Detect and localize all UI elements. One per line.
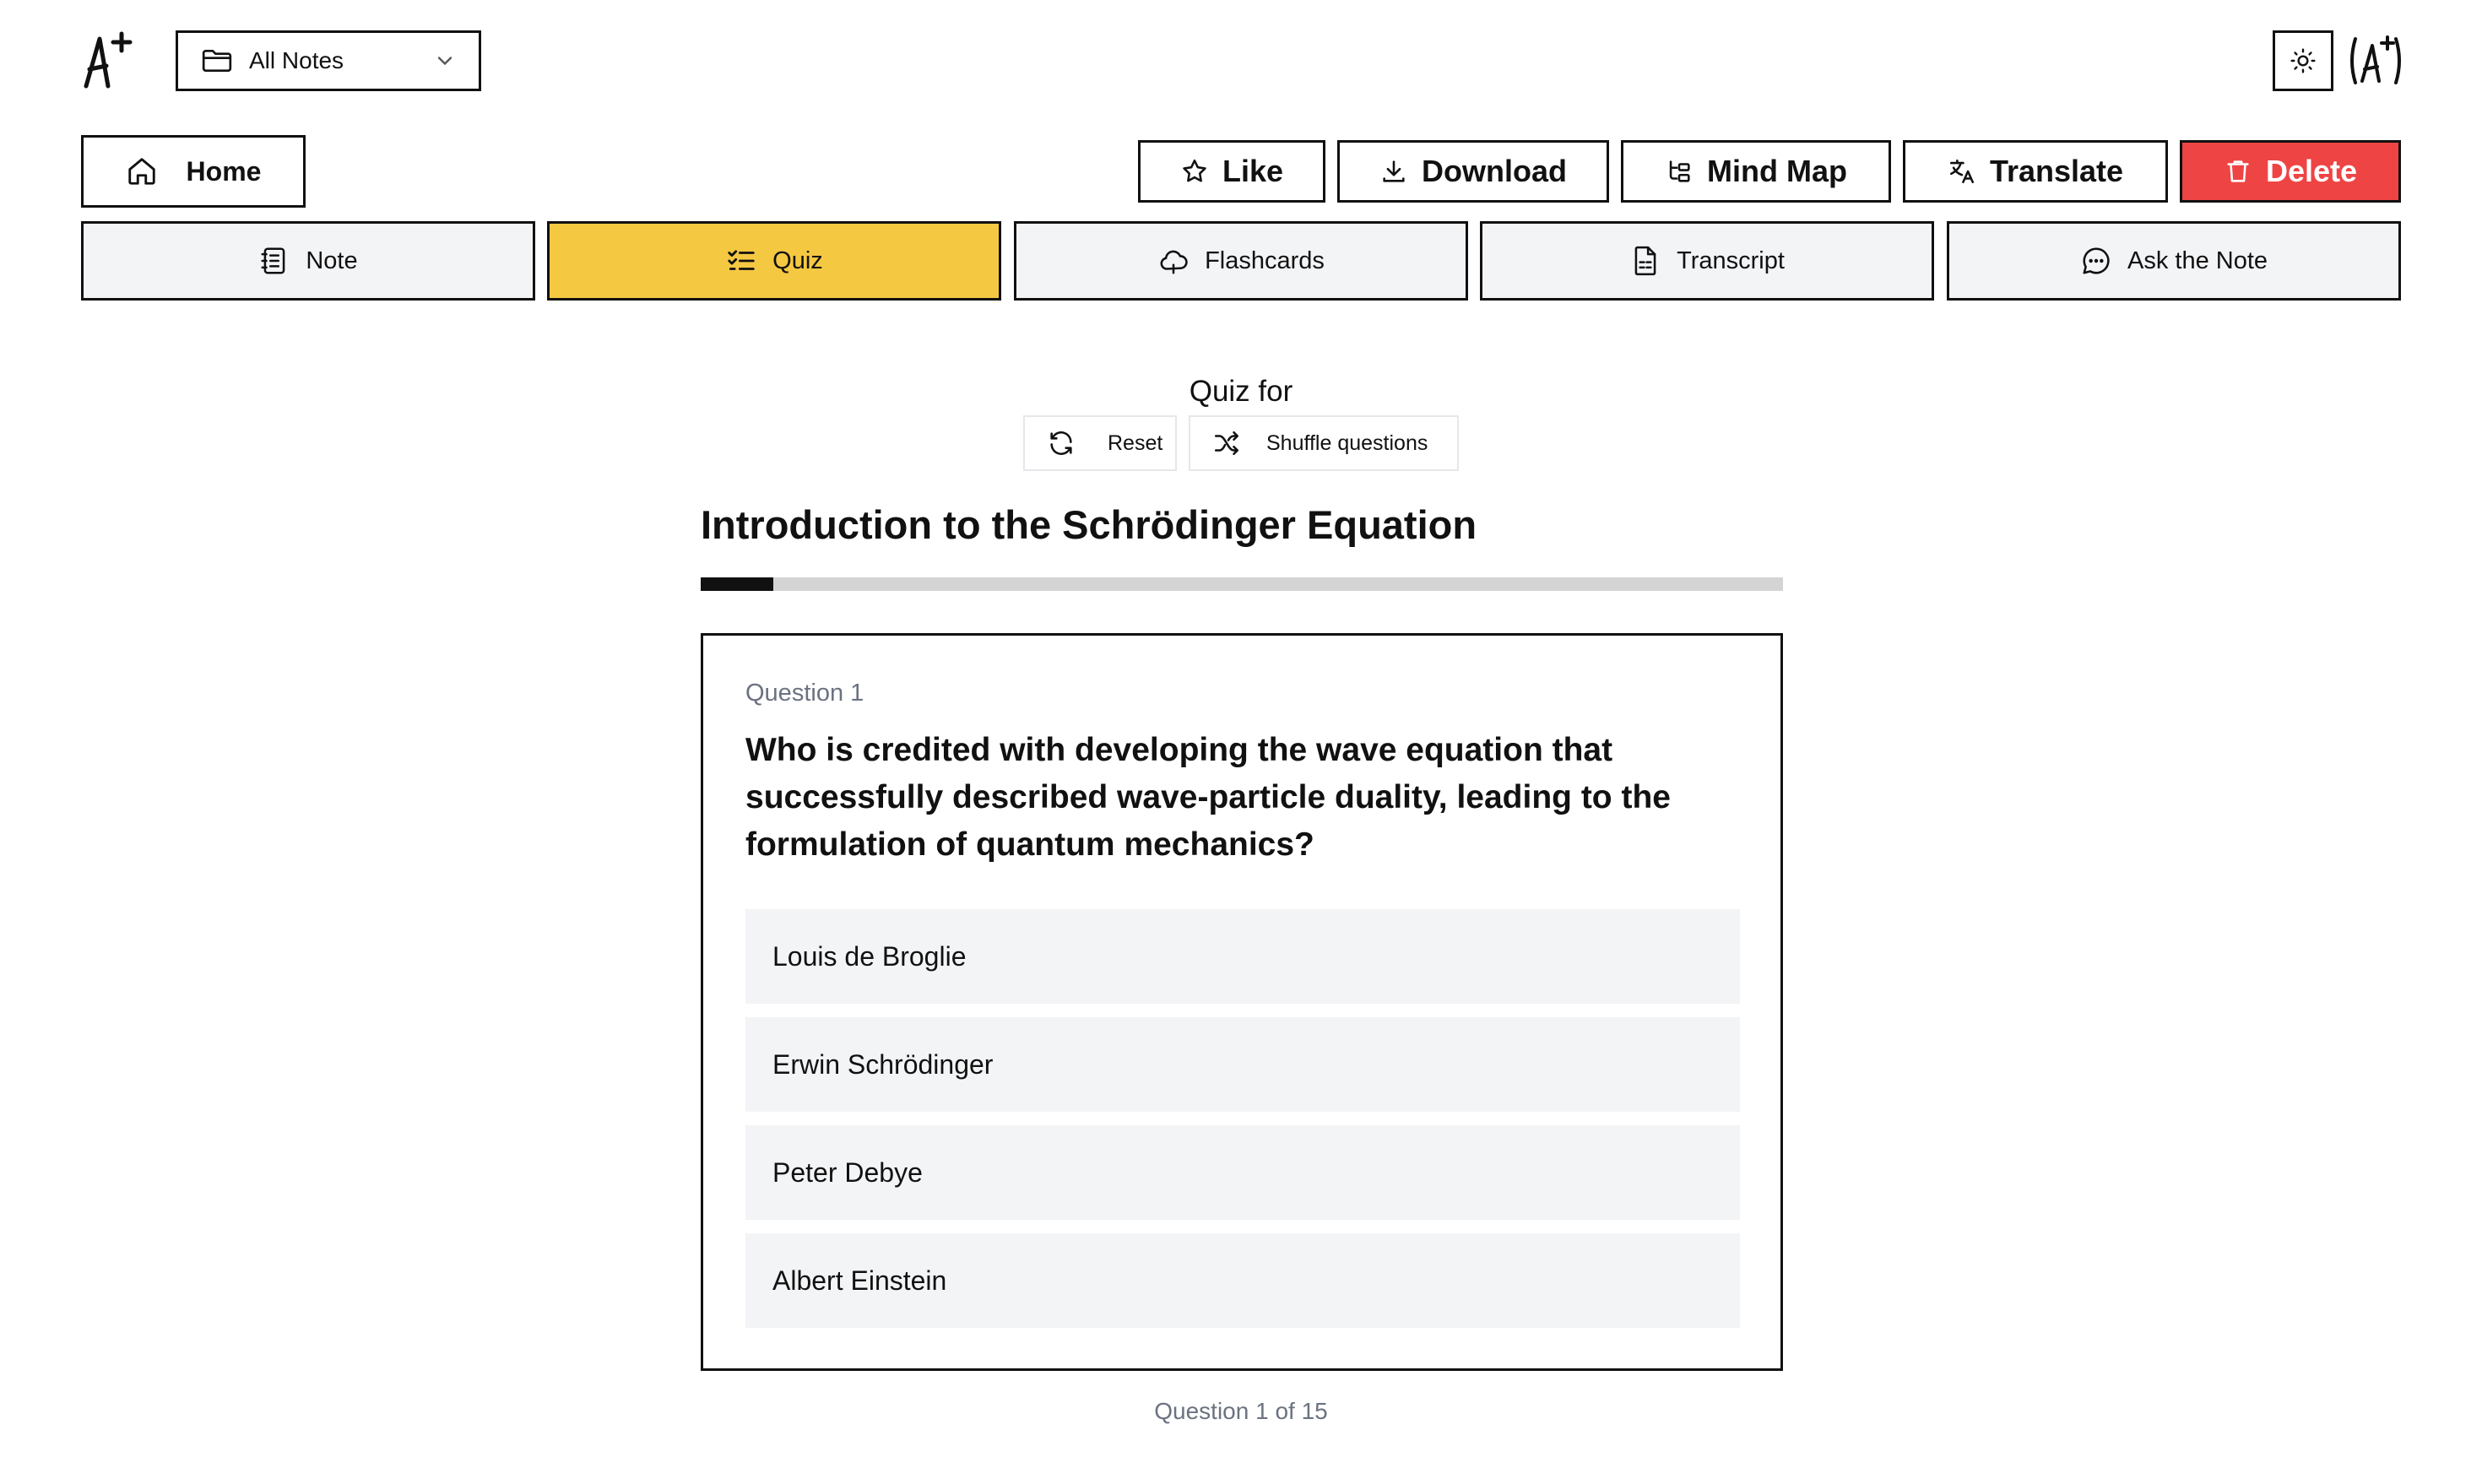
tab-flashcards[interactable] — [1014, 221, 1468, 301]
question-number: Question 1 — [745, 680, 864, 707]
user-avatar[interactable] — [2347, 29, 2404, 93]
download-label: Download — [1422, 154, 1567, 188]
folder-icon — [200, 44, 234, 78]
theme-toggle-button[interactable] — [2273, 30, 2333, 91]
shuffle-label: Shuffle questions — [1266, 431, 1428, 455]
tab-transcript-label: Transcript — [1677, 246, 1785, 274]
question-card — [701, 633, 1783, 1371]
sun-icon — [2290, 47, 2317, 74]
delete-label: Delete — [2265, 154, 2358, 188]
chat-bubble-icon — [2080, 245, 2112, 277]
answer-option[interactable]: Peter Debye — [745, 1125, 1740, 1220]
chevron-down-icon — [433, 49, 457, 73]
notebook-icon — [258, 245, 290, 277]
tab-transcript[interactable] — [1480, 221, 1934, 301]
document-icon — [1629, 245, 1661, 277]
mind-map-label: Mind Map — [1707, 154, 1847, 188]
app-logo[interactable] — [81, 27, 142, 91]
notes-folder-select[interactable] — [176, 30, 481, 91]
home-icon — [126, 155, 158, 187]
question-counter: Question 1 of 15 — [1154, 1398, 1328, 1424]
mind-map-icon — [1665, 157, 1694, 186]
quiz-progress-bar — [701, 577, 1783, 591]
tab-ask-the-note[interactable] — [1947, 221, 2401, 301]
translate-label: Translate — [1989, 154, 2124, 188]
download-button[interactable] — [1337, 140, 1609, 203]
home-button[interactable] — [81, 135, 306, 208]
answer-option[interactable]: Louis de Broglie — [745, 909, 1740, 1004]
home-label: Home — [186, 155, 262, 187]
answer-option[interactable]: Albert Einstein — [745, 1233, 1740, 1328]
like-label: Like — [1222, 154, 1284, 188]
reset-label: Reset — [1108, 431, 1163, 455]
cloud-icon — [1157, 245, 1190, 277]
answer-option[interactable]: Erwin Schrödinger — [745, 1017, 1740, 1112]
tab-flashcards-label: Flashcards — [1205, 246, 1325, 274]
quiz-for-label: Quiz for — [1189, 375, 1293, 408]
translate-icon — [1948, 157, 1976, 186]
translate-button[interactable] — [1903, 140, 2168, 203]
delete-button[interactable] — [2180, 140, 2401, 203]
like-button[interactable] — [1138, 140, 1325, 203]
tab-note-label: Note — [306, 246, 358, 274]
refresh-icon — [1047, 429, 1076, 458]
mind-map-button[interactable] — [1621, 140, 1891, 203]
tab-note[interactable] — [81, 221, 535, 301]
quiz-progress-fill — [701, 577, 773, 591]
list-check-icon — [725, 245, 757, 277]
quiz-title: Introduction to the Schrödinger Equation — [701, 502, 1477, 547]
download-icon — [1379, 157, 1408, 186]
trash-icon — [2224, 157, 2252, 186]
shuffle-icon — [1212, 429, 1241, 458]
tab-quiz-label: Quiz — [772, 246, 823, 274]
tab-ask-label: Ask the Note — [2127, 246, 2268, 274]
tab-quiz[interactable] — [547, 221, 1001, 301]
notes-select-label: All Notes — [249, 47, 344, 73]
shuffle-questions-button[interactable] — [1189, 415, 1459, 471]
reset-button[interactable] — [1023, 415, 1177, 471]
question-text: Who is credited with developing the wave equation that successfully described wave-particle duality, leading to the formulation of quantum mechanics? — [745, 732, 1671, 863]
star-icon — [1180, 157, 1209, 186]
